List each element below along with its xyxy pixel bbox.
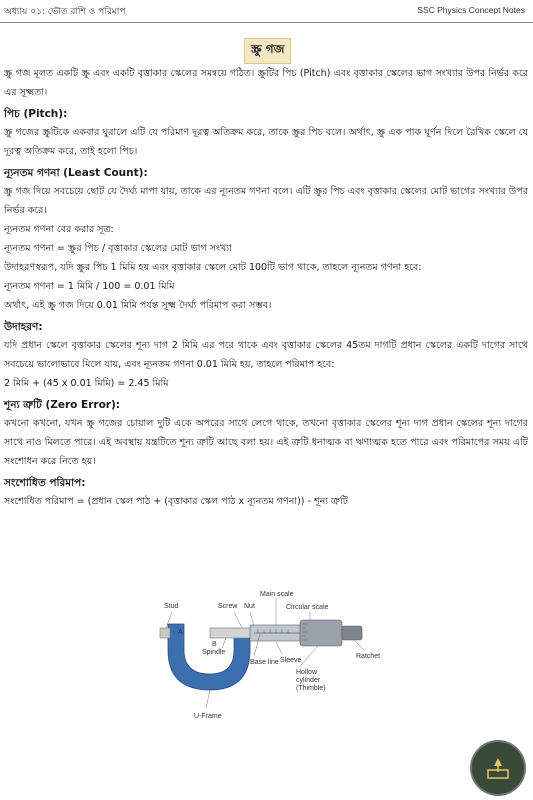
least-count-formula: ন্যূনতম গণনা = স্ক্রুর পিচ / বৃত্তাকার স্কেলের মোট ভাগ সংখ্যা: [4, 243, 232, 254]
label-a: A: [178, 629, 183, 636]
ratchet: [342, 626, 362, 640]
main-content: [4, 64, 528, 511]
label-thimble: (Thimble): [296, 685, 326, 692]
page-title: স্ক্রু গজ: [244, 38, 291, 64]
zero-error-paragraph: কখনো কখনো, যখন স্ক্রু গজের চোয়াল দুটি একে অপরের সাথে লেগে থাকে, তখনো বৃত্তাকার স্কেলের শূন্য দাগ প্রধান স্কেলের শূন্য দাগের সাথে নাও মিলতে পারে। এই অবস্থায় যন্ত্রটিতে শূন্য ত্রুটি আছে বলা হয়। এই ত্রুটি ধনাত্মক বা ঋণাত্মক হতে পারে এবং পরিমাপের সময় এটি সংশোধন করে নিতে হয়।: [4, 418, 528, 467]
label-stud: Stud: [164, 603, 179, 610]
label-base-line: Base line: [250, 659, 279, 666]
zero-error-heading: শূন্য ত্রুটি (Zero Error):: [4, 399, 120, 411]
series-label: SSC Physics Concept Notes: [417, 5, 525, 15]
least-count-example: উদাহরণস্বরূপ, যদি স্ক্রুর পিচ 1 মিমি হয় এবং বৃত্তাকার স্কেলে মোট 100টি ভাগ থাকে, তাহলে ন্যূনতম গণনা হবে:: [4, 262, 422, 273]
intro-paragraph: স্ক্রু গজ মূলত একটি স্ক্রু এবং একটি বৃত্তাকার স্কেলের সমন্বয়ে গঠিত। স্ক্রুটির পিচ (Pitch) এবং বৃত্তাকার স্কেলের ভাগ সংখ্যার উপর নির্ভর করে এর সূক্ষ্মতা।: [4, 68, 528, 98]
label-u-frame: U-Frame: [194, 713, 222, 720]
label-sleeve: Sleeve: [280, 657, 302, 664]
stud: [160, 628, 170, 638]
formula-intro: ন্যূনতম গণনা বের করার সূত্র:: [4, 224, 114, 235]
label-spindle: Spindle: [202, 649, 226, 656]
label-main-scale: Main scale: [260, 591, 294, 598]
book-icon: [484, 754, 512, 782]
corrected-heading: সংশোধিত পরিমাপ:: [4, 477, 86, 489]
example-paragraph: যদি প্রধান স্কেলে বৃত্তাকার স্কেলের শূন্য দাগ 2 মিমি এর পরে থাকে এবং বৃত্তাকার স্কেলের 45তম দাগটি প্রধান স্কেলের একটি দাগের সাথে সবচেয়ে ভালোভাবে মিলে যায়, এবং ন্যূনতম গণনা 0.01 মিমি হয়, তাহলে পরিমাপ হবে:: [4, 340, 528, 370]
label-hollow: Hollow: [296, 669, 318, 676]
chapter-label: অধ্যায় ০১: ভৌত রাশি ও পরিমাপ: [4, 7, 126, 17]
label-nut: Nut: [244, 603, 255, 610]
corrected-formula: সংশোধিত পরিমাপ = (প্রধান স্কেল পাঠ + (বৃত্তাকার স্কেল পাঠ x ন্যূনতম গণনা)) - শূন্য ত্রুটি: [4, 496, 348, 507]
pitch-paragraph: স্ক্রু গজের স্ক্রুটিকে একবার ঘুরালে এটি যে পরিমাণ দূরত্ব অতিক্রম করে, তাকে স্ক্রুর পিচ বলে। অর্থাৎ, স্ক্রু এক পাক ঘূর্ণন দিলে রৈখিক স্কেলে যে দূরত্ব অতিক্রম করে, তাই হলো পিচ।: [4, 127, 528, 157]
page-header: [0, 0, 533, 23]
label-ratchet: Ratchet: [356, 653, 381, 660]
label-circular-scale: Circular scale: [286, 604, 329, 611]
brand-logo: [472, 742, 524, 794]
pitch-heading: পিচ (Pitch):: [4, 108, 68, 120]
least-count-conclusion: অর্থাৎ, এই স্ক্রু গজ দিয়ে 0.01 মিমি পর্যন্ত সূক্ষ্ম দৈর্ঘ্য পরিমাপ করা সম্ভব।: [4, 300, 272, 311]
example-heading: উদাহরণ:: [4, 321, 43, 333]
spindle: [210, 628, 252, 638]
least-count-calc: ন্যূনতম গণনা = 1 মিমি / 100 = 0.01 মিমি: [4, 281, 175, 292]
label-screw: Screw: [218, 603, 238, 610]
label-cylinder: cylinder: [296, 677, 321, 684]
label-b: B: [212, 641, 217, 648]
least-count-heading: ন্যূনতম গণনা (Least Count):: [4, 167, 148, 179]
least-count-paragraph: স্ক্রু গজ দিয়ে সবচেয়ে ছোট যে দৈর্ঘ্য মাপা যায়, তাকে এর ন্যূনতম গণনা বলে। এটি স্ক্রুর পিচ এবং বৃত্তাকার স্কেলের মোট ভাগের সংখ্যার উপর নির্ভর করে।: [4, 186, 528, 216]
example-calc: 2 মিমি + (45 x 0.01 মিমি) = 2.45 মিমি: [4, 378, 169, 389]
screw-gauge-diagram: [150, 590, 390, 725]
